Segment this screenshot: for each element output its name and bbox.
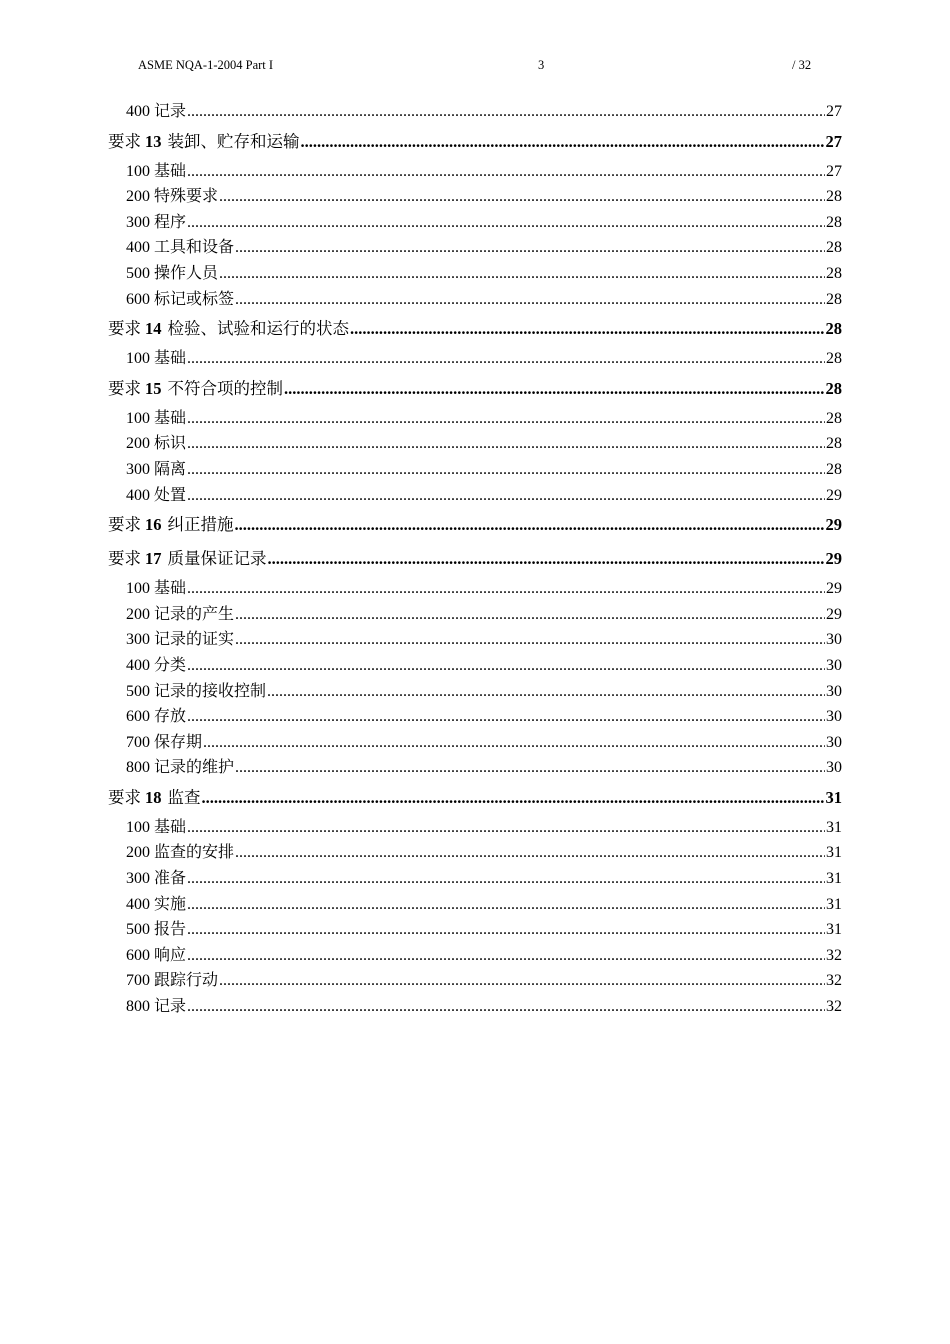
toc-subsection-entry[interactable]: [108, 602, 842, 628]
dot-leader: [235, 287, 825, 313]
toc-subsection-entry[interactable]: [108, 627, 842, 653]
toc-section-number: 14: [145, 319, 162, 339]
toc-subsection-entry[interactable]: [108, 892, 842, 918]
dot-leader: [187, 892, 825, 918]
toc-section-label: [108, 312, 349, 346]
dot-leader: [235, 602, 825, 628]
toc-page-number: 30: [826, 631, 842, 649]
toc-subsection-label: 300 记录的证实: [126, 631, 235, 649]
toc-page-number: 28: [826, 264, 842, 282]
toc-subsection-entry[interactable]: [108, 815, 842, 841]
toc-subsection-label: 600 标记或标签: [126, 290, 235, 308]
dot-leader: [301, 125, 825, 159]
toc-subsection-entry[interactable]: [108, 457, 842, 483]
toc-subsection-label: 100 基础: [126, 818, 187, 836]
dot-leader: [187, 917, 825, 943]
toc-subsection-label: 100 基础: [126, 409, 187, 427]
toc-subsection-label: 100 基础: [126, 580, 187, 598]
toc-section-title: 质量保证记录: [167, 549, 267, 569]
toc-subsection-entry[interactable]: [108, 968, 842, 994]
toc-section-prefix: 要求: [108, 319, 141, 339]
toc-subsection-entry[interactable]: [108, 679, 842, 705]
toc-page-number: 27: [826, 103, 842, 120]
toc-section-number: 17: [145, 549, 162, 569]
toc-subsection-entry[interactable]: [108, 840, 842, 866]
toc-page-number: 28: [826, 350, 842, 368]
toc-subsection-entry[interactable]: [108, 210, 842, 236]
toc-page-number: 27: [825, 131, 842, 151]
toc-page-number: 29: [825, 549, 842, 569]
dot-leader: [187, 483, 825, 509]
toc-subsection-label: 200 标识: [126, 435, 187, 453]
toc-page-number: 29: [826, 605, 842, 623]
toc-subsection-label: 500 操作人员: [126, 264, 219, 282]
toc-subsection-label: 500 记录的接收控制: [126, 682, 267, 700]
dot-leader: [187, 866, 825, 892]
page-header: [0, 58, 950, 76]
dot-leader: [203, 730, 825, 756]
toc-section-label: [108, 781, 201, 815]
dot-leader: [235, 755, 825, 781]
total-pages: / 32: [792, 58, 812, 72]
toc-section-entry[interactable]: [108, 372, 842, 406]
toc-subsection-label: 700 跟踪行动: [126, 972, 219, 990]
toc-page-number: 31: [826, 895, 842, 913]
toc-section-title: 检验、试验和运行的状态: [167, 319, 349, 339]
toc-page-number: 31: [826, 921, 842, 939]
dot-leader: [235, 840, 825, 866]
toc-subsection-entry[interactable]: [108, 576, 842, 602]
toc-section-title: 监查: [167, 787, 201, 807]
toc-section-title: 不符合项的控制: [167, 378, 283, 398]
dot-leader: [235, 235, 825, 261]
toc-section-prefix: 要求: [108, 378, 141, 398]
toc-subsection-entry[interactable]: [108, 159, 842, 185]
toc-page-number: 31: [826, 844, 842, 862]
dot-leader: [187, 406, 825, 432]
toc-subsection-entry[interactable]: [108, 99, 842, 125]
dot-leader: [187, 576, 825, 602]
toc-section-title: 装卸、贮存和运输: [167, 131, 300, 151]
toc-section-number: 18: [145, 787, 162, 807]
toc-subsection-entry[interactable]: [108, 866, 842, 892]
document-title: ASME NQA-1-2004 Part I: [138, 58, 274, 72]
toc-section-entry[interactable]: [108, 542, 842, 576]
toc-section-prefix: 要求: [108, 787, 141, 807]
toc-subsection-label: 400 工具和设备: [126, 239, 235, 257]
toc-subsection-label: 200 特殊要求: [126, 188, 219, 206]
toc-subsection-label: 500 报告: [126, 921, 187, 939]
toc-section-label: [108, 125, 300, 159]
toc-page-number: 28: [826, 213, 842, 231]
toc-subsection-label: 400 处置: [126, 486, 187, 504]
toc-section-title: 纠正措施: [167, 515, 234, 535]
toc-page-number: 28: [826, 239, 842, 257]
toc-section-number: 16: [145, 515, 162, 535]
toc-subsection-entry[interactable]: [108, 994, 842, 1020]
toc-subsection-label: 300 隔离: [126, 460, 187, 478]
toc-page-number: 28: [825, 378, 842, 398]
toc-subsection-label: 700 保存期: [126, 733, 203, 751]
toc-page-number: 31: [826, 818, 842, 836]
dot-leader: [187, 704, 825, 730]
toc-page-number: 32: [826, 972, 842, 990]
dot-leader: [187, 159, 825, 185]
toc-page-number: 30: [826, 708, 842, 726]
toc-subsection-label: 200 监查的安排: [126, 844, 235, 862]
toc-page-number: 28: [826, 409, 842, 427]
dot-leader: [219, 261, 825, 287]
toc-subsection-label: 800 记录的维护: [126, 759, 235, 777]
toc-subsection-entry[interactable]: [108, 730, 842, 756]
toc-section-entry[interactable]: [108, 312, 842, 346]
toc-subsection-entry[interactable]: [108, 483, 842, 509]
toc-section-entry[interactable]: [108, 125, 842, 159]
toc-page-number: 31: [826, 870, 842, 888]
dot-leader: [187, 210, 825, 236]
toc-subsection-label: 600 响应: [126, 946, 187, 964]
toc-subsection-label: 400 分类: [126, 656, 187, 674]
dot-leader: [219, 968, 825, 994]
dot-leader: [187, 457, 825, 483]
dot-leader: [235, 627, 825, 653]
toc-section-entry[interactable]: [108, 508, 842, 542]
table-of-contents: [108, 99, 842, 1020]
toc-page-number: 28: [825, 319, 842, 339]
toc-subsection-label: 400 记录: [126, 103, 187, 120]
toc-subsection-label: 100 基础: [126, 162, 187, 180]
toc-page-number: 31: [825, 787, 842, 807]
toc-section-label: [108, 508, 234, 542]
toc-subsection-label: 600 存放: [126, 708, 187, 726]
toc-page-number: 28: [826, 188, 842, 206]
toc-subsection-entry[interactable]: [108, 235, 842, 261]
toc-section-label: [108, 372, 283, 406]
dot-leader: [267, 679, 825, 705]
toc-subsection-label: 200 记录的产生: [126, 605, 235, 623]
dot-leader: [187, 346, 825, 372]
toc-page-number: 30: [826, 682, 842, 700]
toc-section-prefix: 要求: [108, 515, 141, 535]
toc-subsection-entry[interactable]: [108, 261, 842, 287]
page-number: 3: [538, 58, 545, 72]
toc-section-label: [108, 542, 267, 576]
toc-subsection-label: 300 准备: [126, 870, 187, 888]
toc-section-prefix: 要求: [108, 549, 141, 569]
toc-subsection-label: 100 基础: [126, 350, 187, 368]
toc-page-number: 29: [826, 580, 842, 598]
toc-page-number: 30: [826, 656, 842, 674]
toc-page-number: 32: [826, 998, 842, 1016]
dot-leader: [284, 372, 825, 406]
toc-subsection-label: 400 实施: [126, 895, 187, 913]
toc-section-number: 15: [145, 378, 162, 398]
toc-page-number: 30: [826, 759, 842, 777]
toc-subsection-label: 800 记录: [126, 998, 187, 1016]
dot-leader: [187, 943, 825, 969]
toc-page-number: 27: [826, 162, 842, 180]
toc-subsection-entry[interactable]: [108, 287, 842, 313]
toc-subsection-entry[interactable]: [108, 943, 842, 969]
dot-leader: [187, 99, 825, 125]
toc-page-number: 28: [826, 435, 842, 453]
toc-page-number: 29: [825, 515, 842, 535]
toc-subsection-label: 300 程序: [126, 213, 187, 231]
toc-subsection-entry[interactable]: [108, 431, 842, 457]
dot-leader: [187, 653, 825, 679]
toc-subsection-entry[interactable]: [108, 755, 842, 781]
toc-page-number: 30: [826, 733, 842, 751]
dot-leader: [350, 312, 825, 346]
toc-page-number: 28: [826, 460, 842, 478]
toc-subsection-entry[interactable]: [108, 184, 842, 210]
toc-section-entry[interactable]: [108, 781, 842, 815]
dot-leader: [268, 542, 825, 576]
toc-subsection-entry[interactable]: [108, 653, 842, 679]
toc-page-number: 32: [826, 946, 842, 964]
dot-leader: [187, 994, 825, 1020]
toc-subsection-entry[interactable]: [108, 917, 842, 943]
toc-subsection-entry[interactable]: [108, 346, 842, 372]
toc-subsection-entry[interactable]: [108, 406, 842, 432]
toc-subsection-entry[interactable]: [108, 704, 842, 730]
toc-page-number: 29: [826, 486, 842, 504]
dot-leader: [235, 508, 825, 542]
toc-section-prefix: 要求: [108, 131, 141, 151]
dot-leader: [187, 431, 825, 457]
toc-section-number: 13: [145, 131, 162, 151]
dot-leader: [219, 184, 825, 210]
toc-page-number: 28: [826, 290, 842, 308]
dot-leader: [202, 781, 825, 815]
dot-leader: [187, 815, 825, 841]
